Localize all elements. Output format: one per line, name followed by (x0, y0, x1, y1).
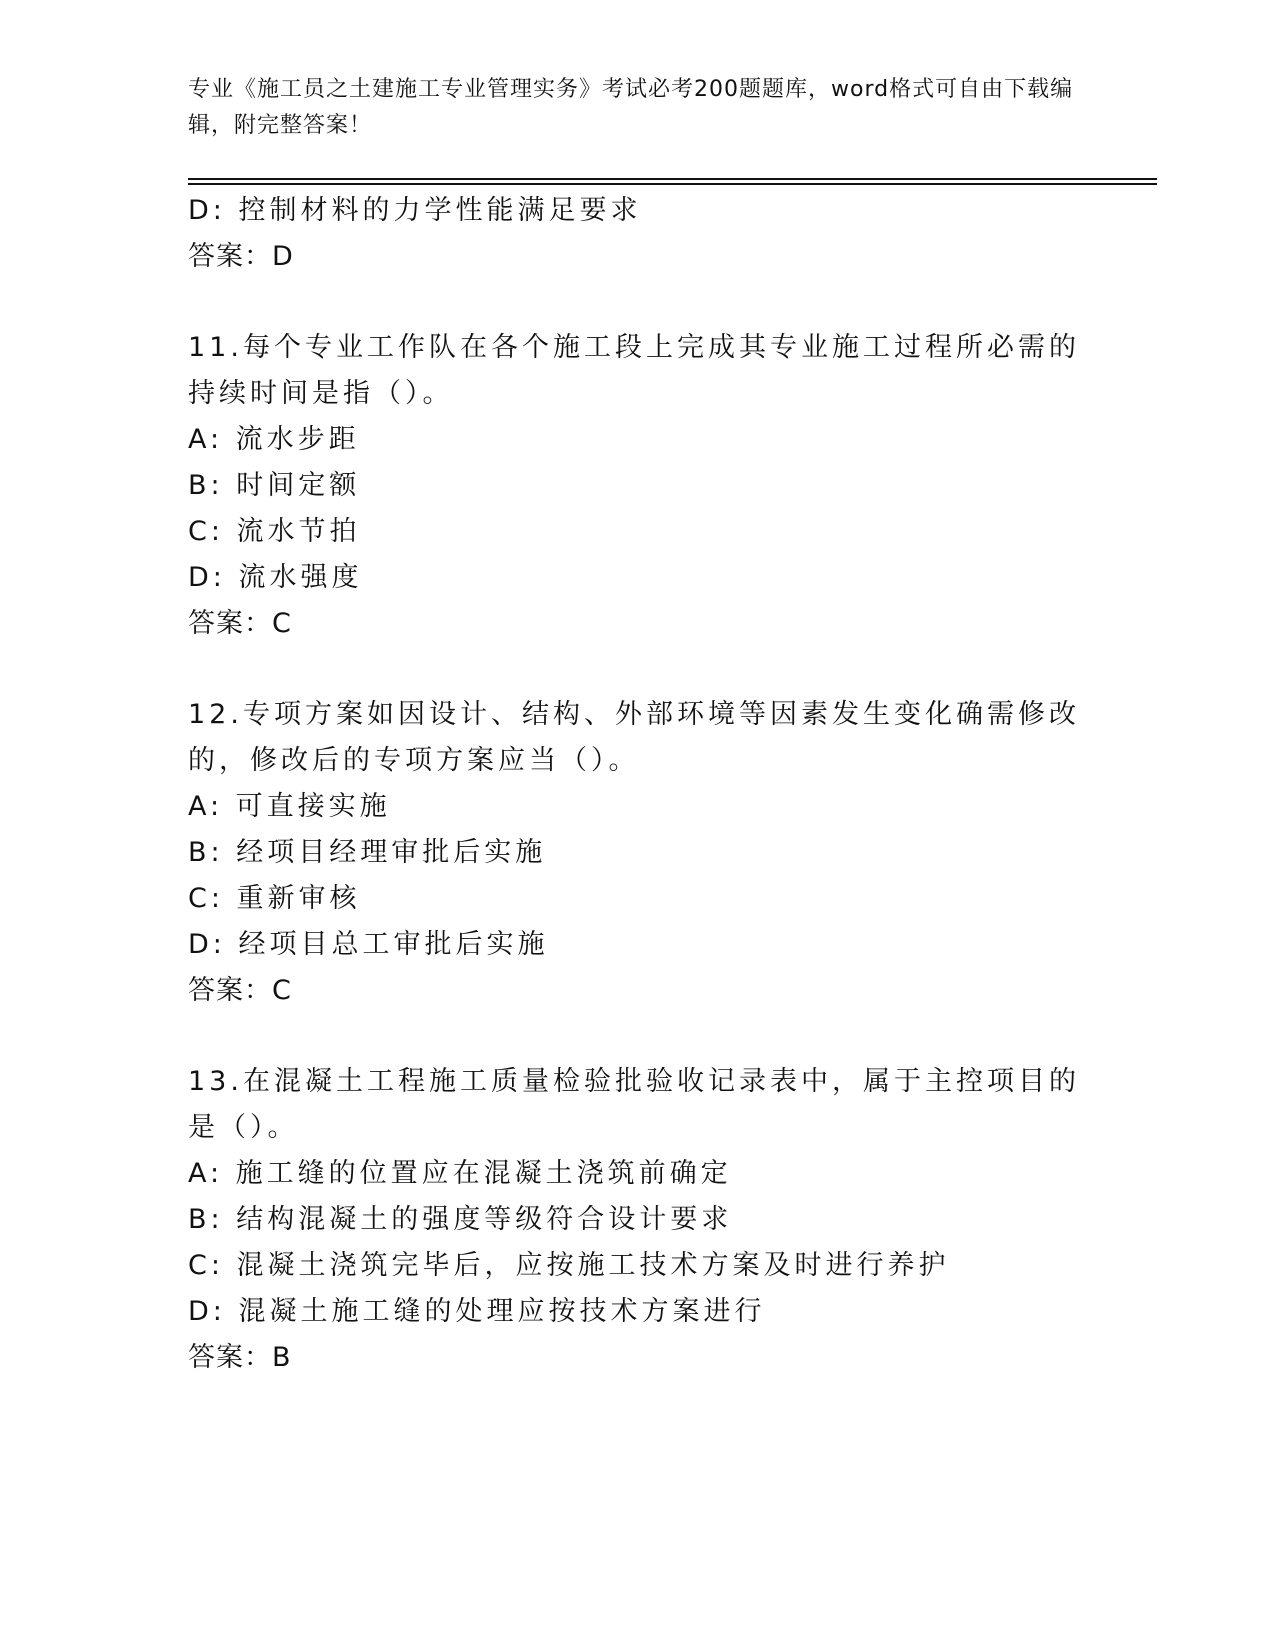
carryover-option-d: D: 控制材料的力学性能满足要求 (188, 195, 642, 226)
question-stem: 12.专项方案如因设计、结构、外部环境等因素发生变化确需修改的，修改后的专项方案应当（）。 (188, 699, 1080, 776)
option-a: A: 流水步距 (188, 424, 360, 455)
question-stem: 13.在混凝土工程施工质量检验批验收记录表中，属于主控项目的是（）。 (188, 1066, 1080, 1143)
answer-line: 答案：B (188, 1342, 292, 1373)
option-c: C: 流水节拍 (188, 516, 361, 547)
option-c: C: 混凝土浇筑完毕后，应按施工技术方案及时进行养护 (188, 1250, 950, 1281)
option-c: C: 重新审核 (188, 883, 361, 914)
question-11 (188, 325, 1088, 647)
option-a: A: 可直接实施 (188, 791, 391, 822)
option-a: A: 施工缝的位置应在混凝土浇筑前确定 (188, 1158, 732, 1189)
questions-content (188, 188, 1088, 1381)
carryover-answer: 答案：D (188, 241, 294, 272)
question-gap (188, 280, 1088, 325)
option-b: B: 结构混凝土的强度等级符合设计要求 (188, 1204, 733, 1235)
question-gap (188, 1014, 1088, 1059)
option-b: B: 时间定额 (188, 470, 361, 501)
option-d: D: 流水强度 (188, 562, 363, 593)
document-header: 专业《施工员之土建施工专业管理实务》考试必考200题题库，word格式可自由下载编辑，附完整答案！ (188, 77, 1074, 138)
answer-line: 答案：C (188, 608, 292, 639)
question-gap (188, 647, 1088, 692)
answer-line: 答案：C (188, 975, 292, 1006)
header-divider-top (188, 178, 1157, 180)
question-stem: 11.每个专业工作队在各个施工段上完成其专业施工过程所必需的持续时间是指（）。 (188, 332, 1080, 409)
question-12 (188, 692, 1088, 1014)
option-d: D: 混凝土施工缝的处理应按技术方案进行 (188, 1296, 766, 1327)
option-d: D: 经项目总工审批后实施 (188, 929, 549, 960)
question-13 (188, 1059, 1088, 1381)
header-divider-bottom (188, 183, 1157, 185)
option-b: B: 经项目经理审批后实施 (188, 837, 547, 868)
